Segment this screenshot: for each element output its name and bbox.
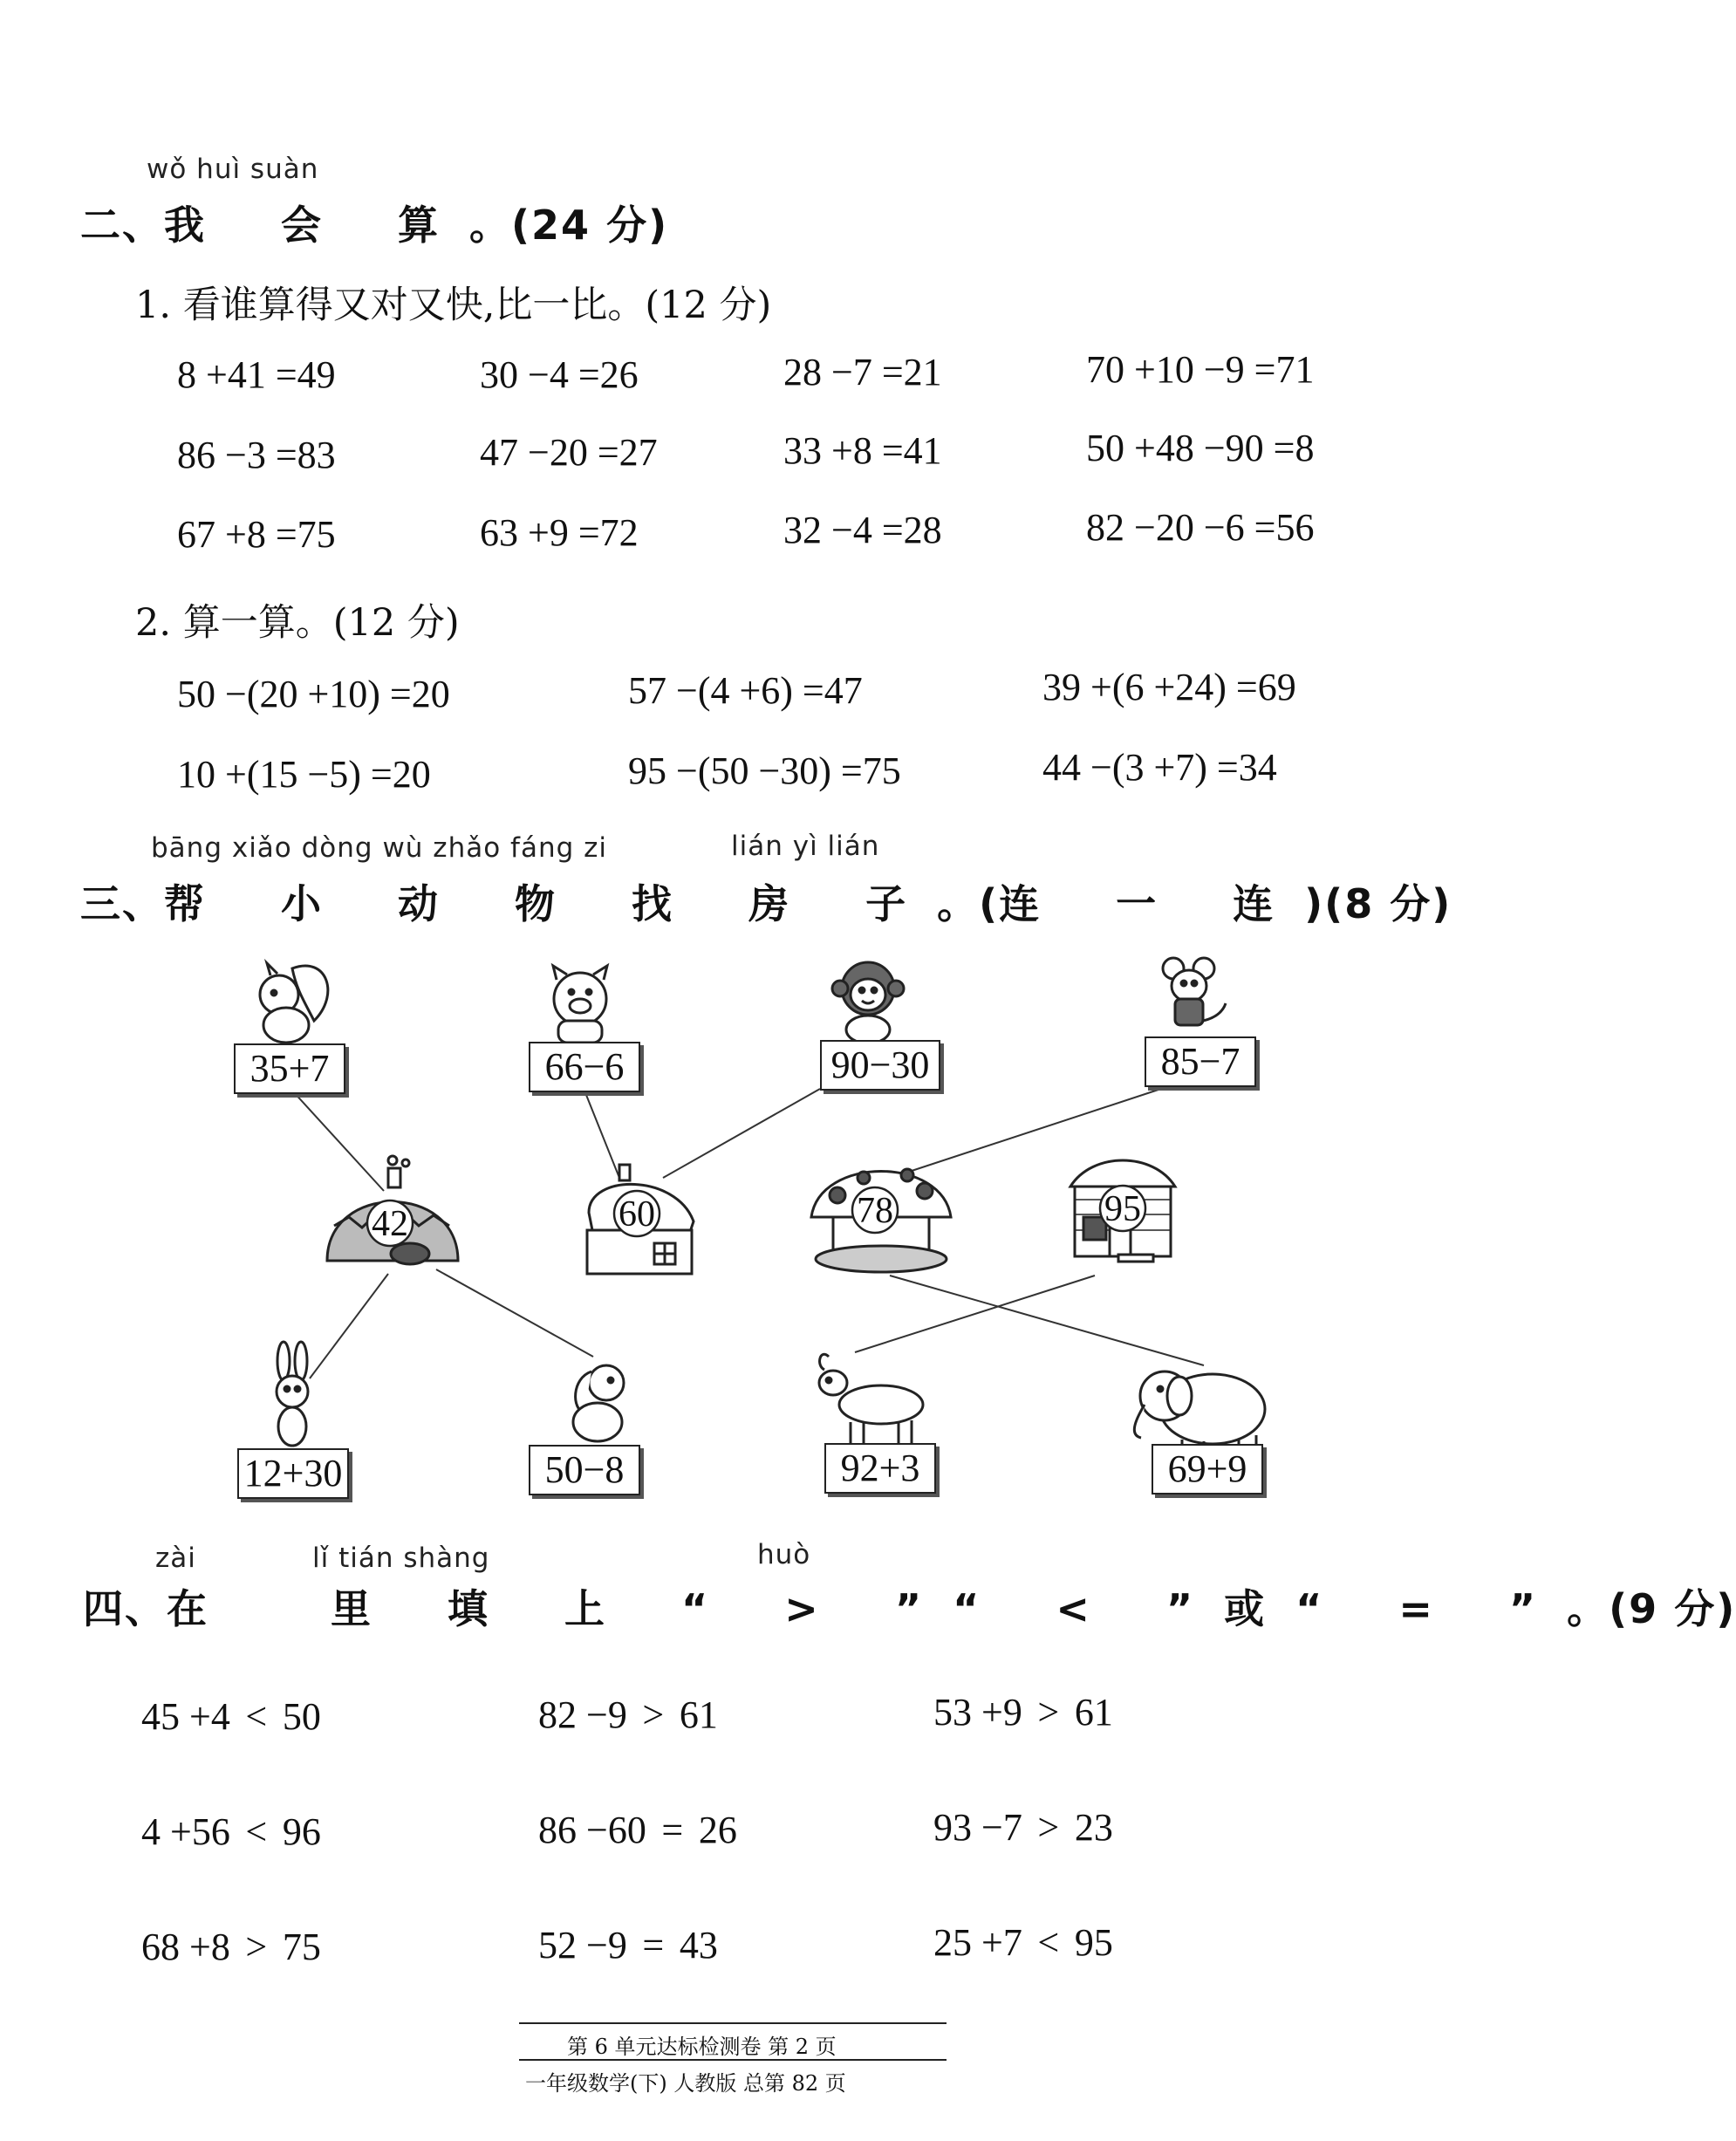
equation: 8 +41 =49 xyxy=(177,353,336,396)
comparison-right: 75 xyxy=(282,1926,321,1968)
connection-line xyxy=(663,1089,820,1178)
section2-heading-suffix: 。(24 分) xyxy=(469,202,669,249)
comparison-left: 82 −9 xyxy=(538,1693,627,1736)
house-labels xyxy=(367,1186,1145,1246)
section4-heading-rest: 里 填 上 “ > ”“ < ”或“ = ” xyxy=(331,1585,1568,1632)
section3-pinyin-left: bāng xiǎo dòng wù zhǎo fáng zi xyxy=(151,832,608,864)
house-number: 95 xyxy=(1104,1189,1141,1229)
equation: 50 +48 −90 =8 xyxy=(1086,427,1315,469)
comparison-left: 86 −60 xyxy=(538,1809,646,1851)
comparison-answer: > xyxy=(642,1693,665,1736)
squirrel-icon xyxy=(260,963,328,1043)
comparison-right: 61 xyxy=(679,1693,718,1736)
comparison-answer: > xyxy=(245,1926,268,1968)
comparison-answer: < xyxy=(245,1695,268,1738)
part1-title: 1. 看谁算得又对又快,比一比。(12 分) xyxy=(135,284,772,327)
comparison xyxy=(538,1923,718,1967)
expr-box-squirrel: 35+7 xyxy=(234,1043,345,1094)
section3-pinyin-right: lián yì lián xyxy=(731,831,880,862)
house-number: 78 xyxy=(857,1191,893,1231)
mouse-icon xyxy=(1163,958,1226,1025)
house-number: 42 xyxy=(372,1204,408,1244)
section3-heading-mid: 。( xyxy=(937,880,1000,927)
goat-icon xyxy=(819,1354,923,1453)
comparison-left: 93 −7 xyxy=(933,1806,1022,1849)
section4-pinyin-mid: lǐ tián shàng xyxy=(312,1542,490,1574)
section4-pinyin-huo: huò xyxy=(757,1539,811,1570)
equation: 32 −4 =28 xyxy=(783,509,942,551)
comparison-left: 68 +8 xyxy=(141,1926,230,1968)
pig-icon xyxy=(553,966,607,1043)
comparison-left: 53 +9 xyxy=(933,1691,1022,1734)
expr-box-pig: 66−6 xyxy=(529,1042,640,1092)
comparison-right: 23 xyxy=(1074,1806,1113,1849)
equation: 63 +9 =72 xyxy=(480,511,639,554)
connection-line xyxy=(890,1276,1204,1365)
section2-heading-prefix: 二、 xyxy=(80,202,164,249)
monkey-icon xyxy=(832,962,904,1043)
expr-box-puppy: 50−8 xyxy=(529,1445,640,1495)
connection-line xyxy=(310,1274,388,1378)
comparison-left: 45 +4 xyxy=(141,1695,230,1738)
expr-box-mouse: 85−7 xyxy=(1145,1036,1256,1087)
matching-diagram xyxy=(0,942,1506,1518)
connection-line xyxy=(584,1091,619,1178)
connection-line xyxy=(292,1091,384,1191)
comparison-answer: = xyxy=(661,1809,684,1851)
equation: 10 +(15 −5) =20 xyxy=(177,753,431,796)
section2-heading-words: 我 会 算 xyxy=(164,202,470,249)
equation: 30 −4 =26 xyxy=(480,353,639,396)
footer-line2: 一年级数学(下) 人教版 总第 82 页 xyxy=(525,2071,846,2096)
comparison xyxy=(933,1805,1113,1850)
equation: 70 +10 −9 =71 xyxy=(1086,348,1315,391)
comparison xyxy=(538,1808,737,1852)
connection-line xyxy=(912,1086,1169,1171)
section2-heading xyxy=(80,194,668,251)
footer-line1: 第 6 单元达标检测卷 第 2 页 xyxy=(567,2035,837,2059)
equation: 67 +8 =75 xyxy=(177,513,336,556)
equation: 33 +8 =41 xyxy=(783,429,942,472)
comparison-left: 52 −9 xyxy=(538,1924,627,1967)
equation: 47 −20 =27 xyxy=(480,431,658,474)
footer-rule-mid xyxy=(519,2059,947,2061)
house-number: 60 xyxy=(619,1194,655,1235)
equation: 28 −7 =21 xyxy=(783,351,942,393)
equation: 86 −3 =83 xyxy=(177,434,336,476)
expr-box-elephant: 69+9 xyxy=(1152,1444,1263,1495)
section3-heading-words: 帮 小 动 物 找 房 子 xyxy=(164,880,938,927)
comparison xyxy=(141,1925,321,1969)
comparison-right: 43 xyxy=(679,1924,718,1967)
section4-heading-suffix: 。(9 分) xyxy=(1567,1585,1736,1632)
equation: 95 −(50 −30) =75 xyxy=(628,749,901,792)
section3-heading-prefix: 三、 xyxy=(80,880,164,927)
rabbit-icon xyxy=(277,1342,308,1446)
equation: 39 +(6 +24) =69 xyxy=(1042,666,1296,708)
comparison-left: 4 +56 xyxy=(141,1810,230,1853)
section3-heading-suffix: )(8 分) xyxy=(1304,880,1452,927)
comparison xyxy=(933,1920,1113,1965)
comparison-right: 26 xyxy=(698,1809,737,1851)
section2-pinyin: wǒ huì suàn xyxy=(147,154,319,185)
comparison-answer: > xyxy=(1037,1691,1060,1734)
connection-line xyxy=(436,1269,593,1357)
equation: 44 −(3 +7) =34 xyxy=(1042,746,1277,789)
section3-heading xyxy=(80,872,1452,930)
comparison xyxy=(141,1809,321,1854)
part2-title: 2. 算一算。(12 分) xyxy=(135,601,460,645)
comparison xyxy=(933,1690,1113,1734)
section3-heading-words2: 连 一 连 xyxy=(999,880,1305,927)
puppy-icon xyxy=(573,1365,624,1441)
comparison-right: 96 xyxy=(282,1810,321,1853)
comparison-right: 95 xyxy=(1074,1921,1113,1964)
section4-heading-prefix: 四、 xyxy=(83,1585,167,1632)
section4-pinyin-zai: zài xyxy=(155,1542,196,1574)
comparison-right: 50 xyxy=(282,1695,321,1738)
section4-heading xyxy=(83,1577,1736,1635)
comparison xyxy=(141,1694,321,1739)
section4-heading-zai: 在 xyxy=(167,1585,208,1632)
comparison-answer: = xyxy=(642,1924,665,1967)
comparison-right: 61 xyxy=(1074,1691,1113,1734)
connection-line xyxy=(855,1276,1095,1352)
equation: 82 −20 −6 =56 xyxy=(1086,506,1315,549)
comparison-answer: < xyxy=(1037,1921,1060,1964)
equation: 50 −(20 +10) =20 xyxy=(177,673,450,715)
comparison-answer: < xyxy=(245,1810,268,1853)
comparison-answer: > xyxy=(1037,1806,1060,1849)
comparison-left: 25 +7 xyxy=(933,1921,1022,1964)
expr-box-rabbit: 12+30 xyxy=(237,1448,349,1499)
expr-box-goat: 92+3 xyxy=(824,1443,936,1494)
comparison xyxy=(538,1693,718,1737)
footer-rule-top xyxy=(519,2022,947,2024)
expr-box-monkey: 90−30 xyxy=(820,1040,940,1091)
equation: 57 −(4 +6) =47 xyxy=(628,669,863,712)
